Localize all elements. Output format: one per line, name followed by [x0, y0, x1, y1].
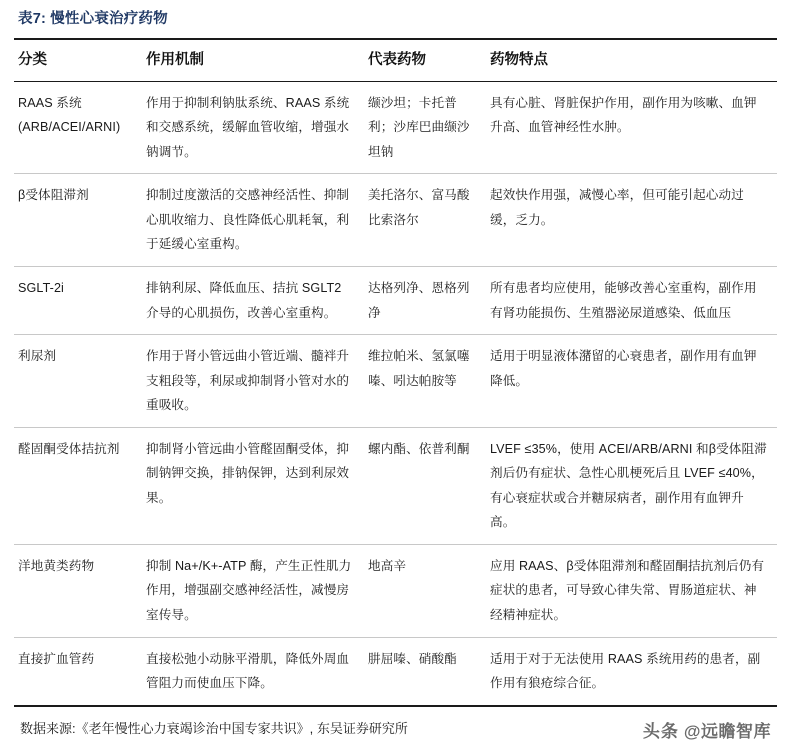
- source-note: 数据来源:《老年慢性心力衰竭诊治中国专家共识》, 东吴证券研究所: [20, 721, 408, 737]
- cell-features: 适用于明显液体潴留的心衰患者，副作用有血钾降低。: [486, 335, 777, 428]
- cell-features: 所有患者均应使用，能够改善心室重构，副作用有肾功能损伤、生殖器泌尿道感染、低血压: [486, 266, 777, 334]
- cell-drugs: 缬沙坦；卡托普利；沙库巴曲缬沙坦钠: [364, 81, 486, 174]
- table-row: [14, 174, 777, 267]
- watermark-handle-label: @远瞻智库: [683, 721, 771, 741]
- cell-features: 具有心脏、肾脏保护作用，副作用为咳嗽、血钾升高、血管神经性水肿。: [486, 81, 777, 174]
- cell-mechanism: 抑制 Na+/K+-ATP 酶，产生正性肌力作用，增强副交感神经活性，减慢房室传导。: [142, 544, 364, 637]
- watermark: [643, 717, 777, 742]
- table-row: [14, 637, 777, 706]
- drug-table: [14, 38, 777, 707]
- cell-drugs: 美托洛尔、富马酸比索洛尔: [364, 174, 486, 267]
- table-row: [14, 81, 777, 174]
- cell-mechanism: 抑制过度激活的交感神经活性、抑制心肌收缩力、良性降低心肌耗氧，利于延缓心室重构。: [142, 174, 364, 267]
- column-header-mechanism: 作用机制: [142, 39, 364, 81]
- cell-features: 适用于对于无法使用 RAAS 系统用药的患者，副作用有狼疮综合征。: [486, 637, 777, 706]
- cell-drugs: 地高辛: [364, 544, 486, 637]
- cell-mechanism: 作用于抑制利钠肽系统、RAAS 系统和交感系统，缓解血管收缩，增强水钠调节。: [142, 81, 364, 174]
- cell-drugs: 肼屈嗪、硝酸酯: [364, 637, 486, 706]
- cell-features: LVEF ≤35%，使用 ACEI/ARB/ARNI 和β受体阻滞剂后仍有症状、急性心肌梗死后且 LVEF ≤40%，有心衰症状或合并糖尿病者，副作用有血钾升高。: [486, 427, 777, 544]
- table-footer: [14, 707, 777, 742]
- cell-mechanism: 抑制肾小管远曲小管醛固酮受体，抑制钠钾交换，排钠保钾，达到利尿效果。: [142, 427, 364, 544]
- cell-mechanism: 作用于肾小管远曲小管近端、髓袢升支粗段等，利尿或抑制肾小管对水的重吸收。: [142, 335, 364, 428]
- cell-drugs: 螺内酯、依普利酮: [364, 427, 486, 544]
- table-row: [14, 427, 777, 544]
- cell-category: 利尿剂: [14, 335, 142, 428]
- column-header-features: 药物特点: [486, 39, 777, 81]
- cell-features: 起效快作用强，减慢心率，但可能引起心动过缓，乏力。: [486, 174, 777, 267]
- table-row: [14, 544, 777, 637]
- table-row: [14, 335, 777, 428]
- cell-mechanism: 直接松弛小动脉平滑肌，降低外周血管阻力而使血压下降。: [142, 637, 364, 706]
- cell-category: 洋地黄类药物: [14, 544, 142, 637]
- table-header-row: [14, 39, 777, 81]
- cell-category: SGLT-2i: [14, 266, 142, 334]
- cell-features: 应用 RAAS、β受体阻滞剂和醛固酮拮抗剂后仍有症状的患者，可导致心律失常、胃肠道症状、神经精神症状。: [486, 544, 777, 637]
- column-header-category: 分类: [14, 39, 142, 81]
- table-row: [14, 266, 777, 334]
- page-title: 表7: 慢性心衰治疗药物: [18, 11, 168, 27]
- cell-drugs: 达格列净、恩格列净: [364, 266, 486, 334]
- cell-category: β受体阻滞剂: [14, 174, 142, 267]
- cell-mechanism: 排钠利尿、降低血压、拮抗 SGLT2 介导的心肌损伤，改善心室重构。: [142, 266, 364, 334]
- watermark-brand-label: 头条: [642, 721, 679, 741]
- table-body: [14, 81, 777, 705]
- cell-category: 直接扩血管药: [14, 637, 142, 706]
- cell-category: 醛固酮受体拮抗剂: [14, 427, 142, 544]
- table-header: [14, 39, 777, 81]
- cell-category: RAAS 系统 (ARB/ACEI/ARNI): [14, 81, 142, 174]
- cell-drugs: 维拉帕米、氢氯噻嗪、吲达帕胺等: [364, 335, 486, 428]
- column-header-drugs: 代表药物: [364, 39, 486, 81]
